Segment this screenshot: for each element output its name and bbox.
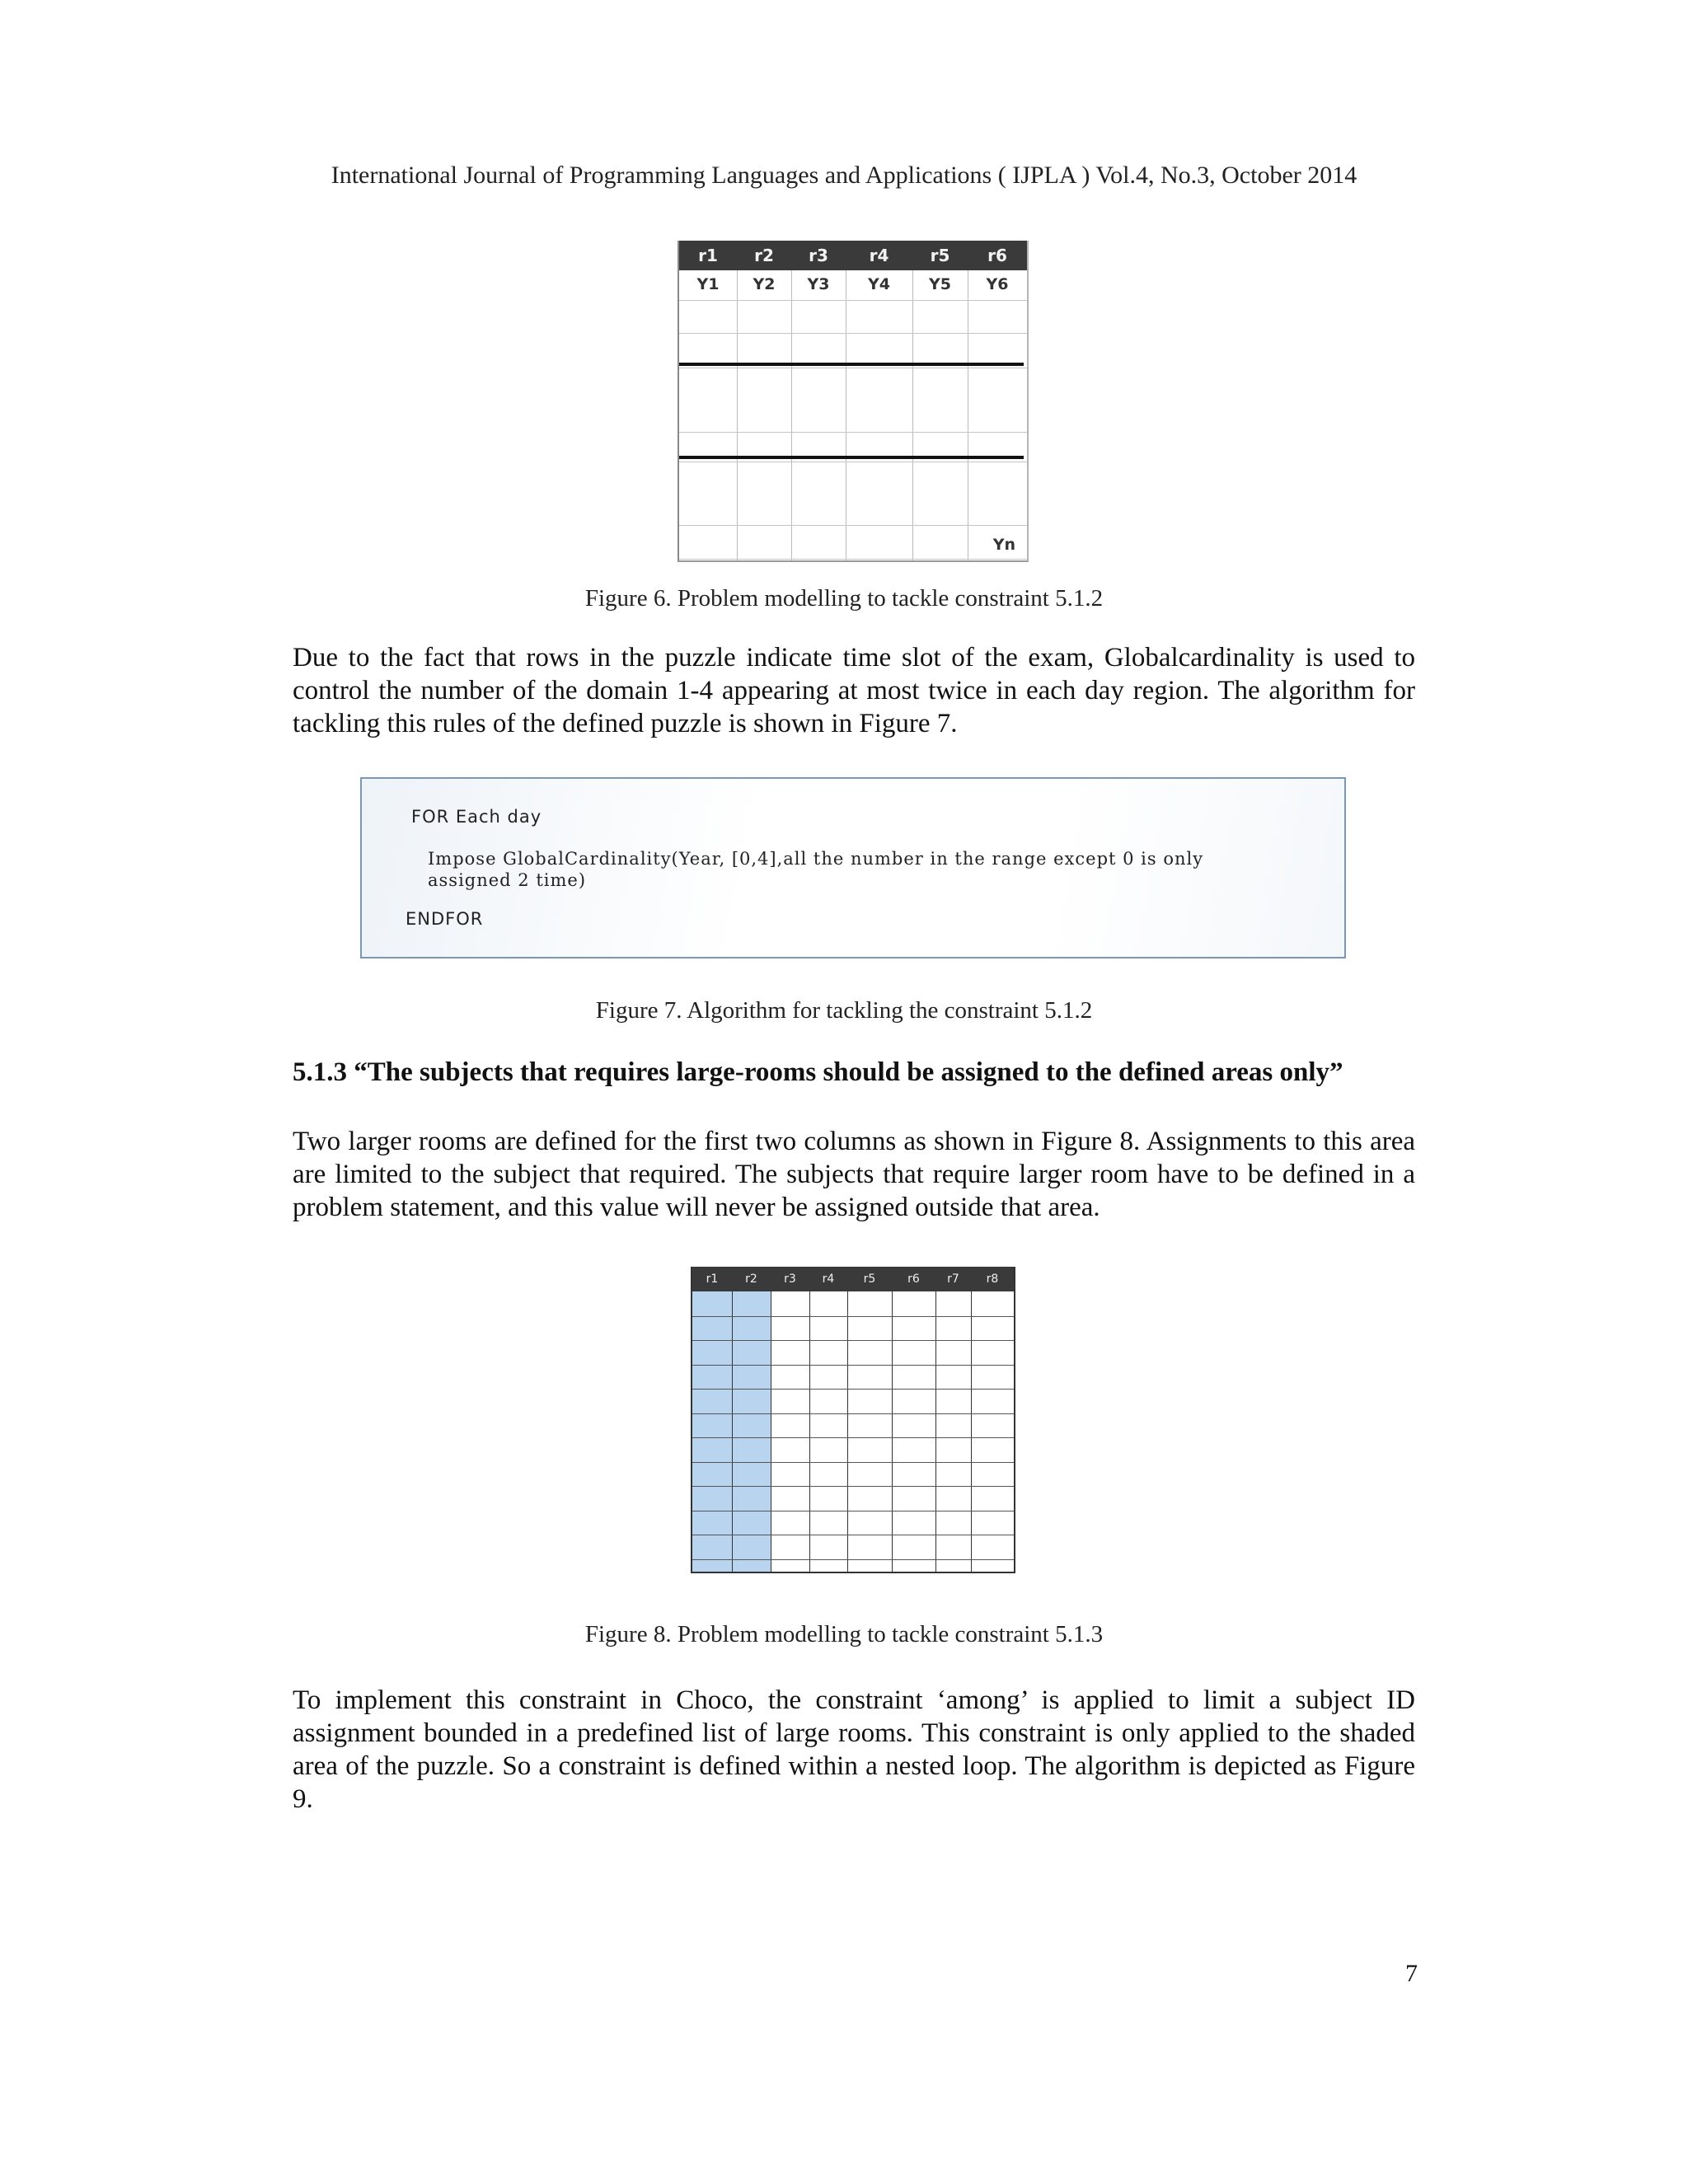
figure-6-year-cell: Y5 — [929, 275, 951, 293]
figure-6-room-header: r5 — [930, 246, 950, 265]
figure-6-caption: Figure 6. Problem modelling to tackle constraint 5.1.2 — [584, 585, 1104, 612]
figure-8-room-header: r3 — [784, 1272, 796, 1286]
grid-line — [971, 1291, 972, 1572]
figure-8-room-header: r4 — [822, 1272, 835, 1286]
paragraph-1: Due to the fact that rows in the puzzle indicate time slot of the exam, Globalcardinality is used to control the number of the domain 1-4 appearing at most twice in each day region. The algorithm for tackling this rules of the defined puzzle is shown in Figure 7. — [293, 643, 1415, 738]
figure-6-room-header: r1 — [698, 246, 718, 265]
grid-line — [912, 270, 913, 560]
day-separator-line — [679, 363, 1024, 366]
figure-8-grid — [691, 1267, 1015, 1573]
grid-line — [679, 333, 1027, 334]
figure-8-room-header: r5 — [863, 1272, 876, 1286]
grid-line — [732, 1291, 733, 1572]
figure-6-year-cell: Y3 — [807, 275, 830, 293]
figure-7-caption: Figure 7. Algorithm for tackling the constraint 5.1.2 — [595, 997, 1093, 1024]
algo-line-assigned: assigned 2 time) — [428, 870, 587, 890]
algo-line-for: FOR Each day — [411, 807, 542, 827]
day-separator-line — [679, 456, 1024, 459]
figure-6-last-year-label: Yn — [992, 536, 1015, 554]
grid-line — [892, 1291, 893, 1572]
page-number: 7 — [1405, 1960, 1418, 1987]
figure-6-year-cell: Y6 — [986, 275, 1009, 293]
figure-8-room-header: r7 — [947, 1272, 959, 1286]
grid-line — [847, 1291, 848, 1572]
grid-line — [692, 1437, 1014, 1438]
figure-6-year-cell: Y2 — [753, 275, 776, 293]
grid-line — [679, 525, 1027, 526]
grid-line — [692, 1365, 1014, 1366]
grid-line — [692, 1559, 1014, 1560]
grid-line — [692, 1389, 1014, 1390]
grid-line — [692, 1413, 1014, 1414]
paragraph-2: Two larger rooms are defined for the first two columns as shown in Figure 8. Assignments to this area are limited to the subject that required. The subjects that require larger room have to be defined in a problem statement, and this value will never be assigned outside that area. — [293, 1127, 1415, 1222]
grid-line — [692, 1340, 1014, 1341]
grid-line — [935, 1291, 936, 1572]
figure-6-room-header: r6 — [987, 246, 1007, 265]
figure-8-caption: Figure 8. Problem modelling to tackle constraint 5.1.3 — [584, 1621, 1104, 1647]
grid-line — [692, 1486, 1014, 1487]
figure-8-room-header: r8 — [986, 1272, 999, 1286]
grid-line — [692, 1462, 1014, 1463]
journal-header: International Journal of Programming Languages and Applications ( IJPLA ) Vol.4, No.3, October 2014 — [331, 162, 1357, 189]
grid-line — [679, 300, 1027, 301]
grid-line — [679, 432, 1027, 433]
grid-line — [692, 1316, 1014, 1317]
figure-8-room-header: r1 — [706, 1272, 719, 1286]
section-title-5-1-3: 5.1.3 “The subjects that requires large-rooms should be assigned to the defined areas only” — [293, 1057, 1343, 1087]
grid-line — [737, 270, 738, 560]
algo-line-impose: Impose GlobalCardinality(Year, [0,4],all the number in the range except 0 is only — [428, 849, 1204, 869]
grid-line — [809, 1291, 810, 1572]
figure-6-room-header: r3 — [809, 246, 828, 265]
grid-line — [679, 559, 1027, 560]
figure-6-grid — [678, 241, 1029, 562]
figure-8-room-header: r6 — [907, 1272, 920, 1286]
paragraph-3: To implement this constraint in Choco, the constraint ‘among’ is applied to limit a subject ID assignment bounded in a predefined list of large rooms. This constraint is only applied to the shaded area of the puzzle. So a constraint is defined within a nested loop. The algorithm is depicted as Figure 9. — [293, 1685, 1415, 1814]
grid-line — [791, 270, 792, 560]
figure-8-room-header: r2 — [745, 1272, 757, 1286]
figure-6-room-header: r2 — [754, 246, 774, 265]
figure-6-year-cell: Y4 — [868, 275, 890, 293]
figure-6-year-cell: Y1 — [696, 275, 720, 293]
figure-6-room-header: r4 — [869, 246, 889, 265]
algo-line-endfor: ENDFOR — [406, 909, 484, 929]
figure-7-algorithm-box — [360, 777, 1346, 958]
